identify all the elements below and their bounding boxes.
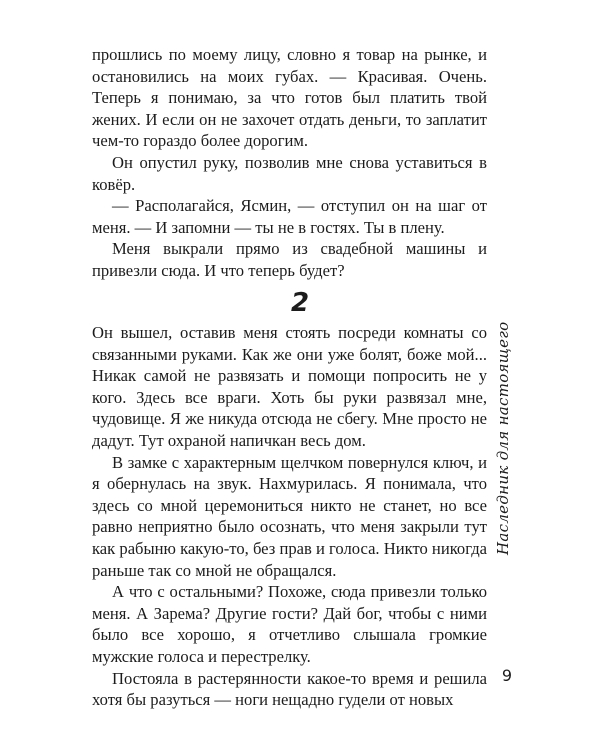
chapter-2-text	[92, 322, 487, 711]
running-title-text: Наследник для настоящего	[494, 321, 512, 555]
paragraph: прошлись по моему лицу, словно я товар на рынке, и остановились на моих губах. — Красивая. Очень. Теперь я понимаю, за что готов был платить твой жених. И если он не захочет отдать деньги, то заплатит чем-то гораздо более дорогим.	[92, 45, 487, 151]
chapter-number: 2	[290, 288, 310, 318]
page-number: 9	[501, 666, 513, 685]
paragraph: Он вышел, оставив меня стоять посреди комнаты со связанными руками. Как же они уже болят, боже мой... Никак самой не развязать и помощи попросить не у кого. Здесь все враги. Хоть бы руки развязал мне, чудовище. Я же никуда отсюда не сбегу. Мне просто не дадут. Тут охраной напичкан весь дом.	[92, 323, 487, 450]
paragraph: Меня выкрали прямо из свадебной машины и привезли сюда. И что теперь будет?	[92, 239, 487, 280]
paragraph: — Располагайся, Ясмин, — отступил он на шаг от меня. — И запомни — ты не в гостях. Ты в плену.	[92, 196, 487, 237]
paragraph: А что с остальными? Похоже, сюда привезли только меня. А Зарема? Другие гости? Дай бог, чтобы с ними было все хорошо, я отчетливо слышала громкие мужские голоса и перестрелку.	[92, 582, 487, 666]
paragraph: Постояла в растерянности какое-то время и решила хотя бы разуться — ноги нещадно гудели от новых	[92, 668, 487, 710]
chapter-1-ending	[92, 44, 487, 282]
paragraph: В замке с характерным щелчком повернулся ключ, и я обернулась на звук. Нахмурилась. Я понимала, что здесь со мной церемониться никто не станет, но все равно неприятно было осознать, что меня закрыли тут как рабыню какую-то, без прав и голоса. Никто никогда раньше так со мной не обращался.	[92, 452, 487, 580]
paragraph: Он опустил руку, позволив мне снова уставиться в ковёр.	[92, 152, 487, 194]
